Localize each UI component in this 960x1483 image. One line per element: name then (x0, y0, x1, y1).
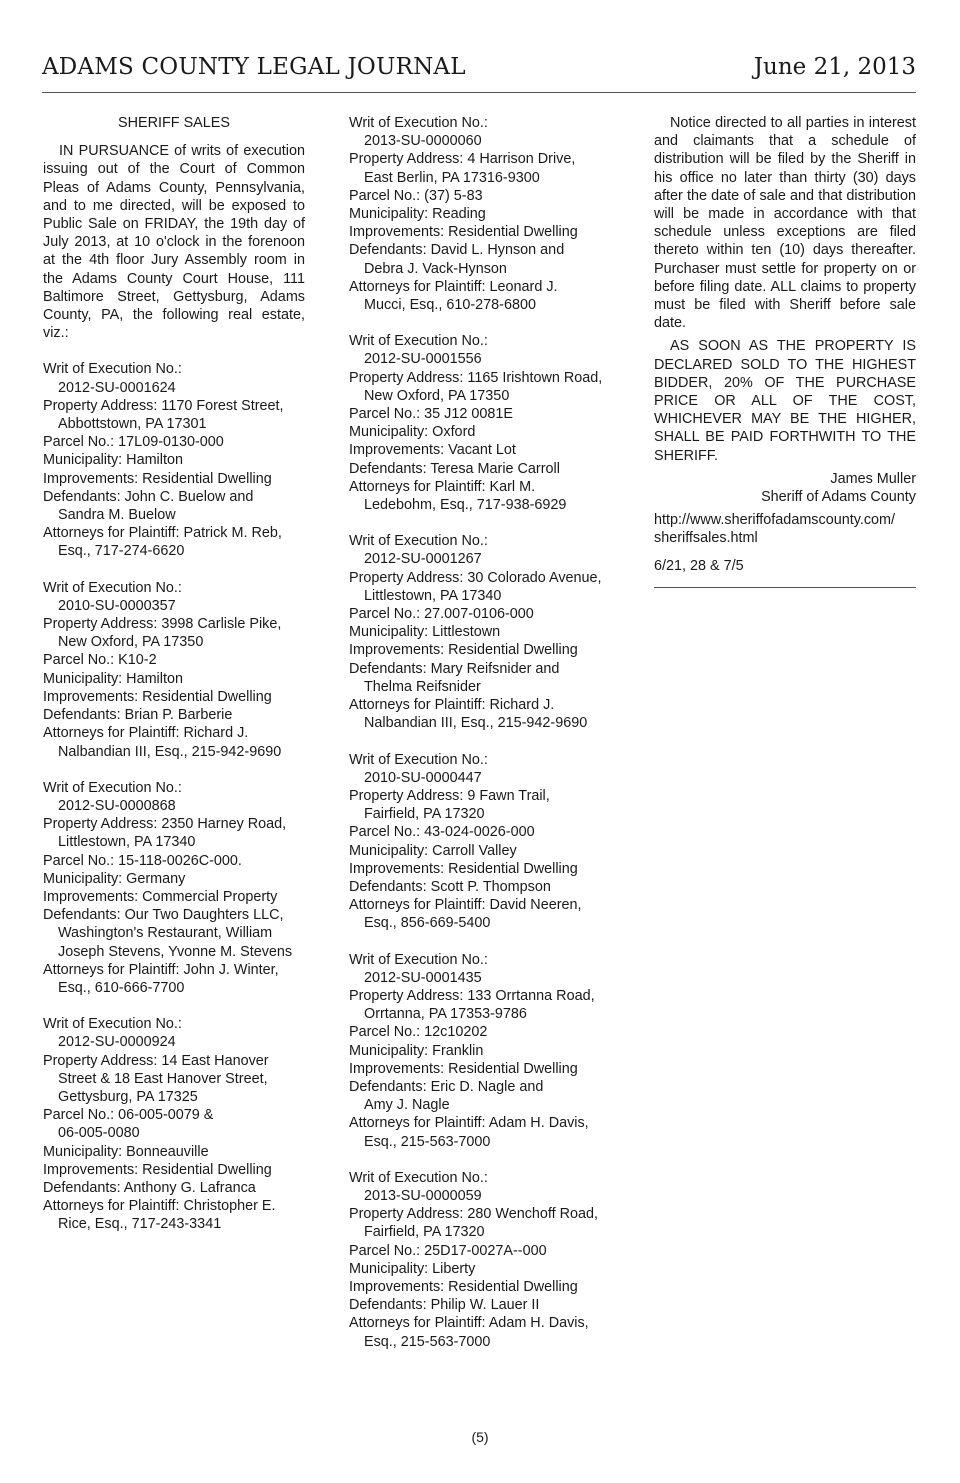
sale-listing (43, 579, 305, 761)
plaintiff-attorney: Esq., 717-274-6620 (58, 543, 185, 560)
improvements: Improvements: Vacant Lot (349, 442, 516, 459)
defendants: Debra J. Vack-Hynson (364, 260, 507, 277)
defendants: Joseph Stevens, Yvonne M. Stevens (58, 943, 293, 960)
defendants: Defendants: Anthony G. Lafranca (43, 1179, 256, 1196)
defendants: Defendants: Teresa Marie Carroll (349, 460, 560, 477)
writ-number: 2013-SU-0000060 (364, 133, 482, 150)
plaintiff-attorney: Esq., 856-669-5400 (364, 915, 491, 932)
writ-number: 2012-SU-0001624 (58, 379, 176, 396)
defendants: Defendants: Eric D. Nagle and (349, 1078, 544, 1095)
payment-terms-paragraph: AS SOON AS THE PROPERTY IS DECLARED SOLD TO THE HIGHEST BIDDER, 20% OF THE PURCHASE PRICE OR ALL OF THE COST, WHICHEVER MAY BE THE HIGHER, SHALL BE PAID FORTHWITH TO THE SHERIFF. (654, 338, 916, 464)
sheriff-name: James Muller (830, 470, 916, 487)
property-address: New Oxford, PA 17350 (364, 387, 510, 404)
writ-number: 2012-SU-0001556 (364, 351, 482, 368)
writ-label: Writ of Execution No.: (349, 115, 488, 131)
improvements: Improvements: Commercial Property (43, 888, 278, 905)
municipality: Municipality: Bonneauville (43, 1143, 209, 1160)
property-address: Littlestown, PA 17340 (58, 834, 196, 851)
property-address: Fairfield, PA 17320 (364, 806, 485, 823)
plaintiff-attorney: Attorneys for Plaintiff: Leonard J. (349, 278, 558, 295)
improvements: Improvements: Residential Dwelling (349, 642, 578, 659)
page-number: (5) (471, 1429, 489, 1445)
parcel-number: Parcel No.: 27.007-0106-000 (349, 606, 534, 623)
writ-label: Writ of Execution No.: (349, 1169, 488, 1186)
plaintiff-attorney: Esq., 215-563-7000 (364, 1333, 491, 1350)
sale-listing (349, 532, 611, 732)
municipality: Municipality: Franklin (349, 1042, 484, 1059)
issue-date: June 21, 2013 (753, 54, 916, 80)
writ-number: 2012-SU-0000924 (58, 1034, 176, 1051)
sheriff-title: Sheriff of Adams County (761, 489, 916, 506)
parcel-number: Parcel No.: 15-118-0026C-000. (43, 852, 242, 869)
defendants: Defendants: David L. Hynson and (349, 242, 565, 259)
defendants: Sandra M. Buelow (58, 507, 176, 524)
parcel-number: Parcel No.: K10-2 (43, 652, 157, 669)
improvements: Improvements: Residential Dwelling (349, 1060, 578, 1077)
defendants: Thelma Reifsnider (364, 678, 481, 695)
parcel-number: Parcel No.: 06-005-0079 & (43, 1107, 214, 1124)
parcel-number: Parcel No.: 25D17-0027A--000 (349, 1242, 547, 1259)
plaintiff-attorney: Attorneys for Plaintiff: Adam H. Davis, (349, 1115, 589, 1132)
municipality: Municipality: Liberty (349, 1260, 476, 1277)
property-address: Property Address: 14 East Hanover (43, 1052, 269, 1069)
property-address: Property Address: 133 Orrtanna Road, (349, 987, 595, 1004)
parcel-number: Parcel No.: 12c10202 (349, 1024, 488, 1041)
property-address: Fairfield, PA 17320 (364, 1224, 485, 1241)
sale-listing (349, 751, 611, 933)
improvements: Improvements: Residential Dwelling (43, 688, 272, 705)
writ-number: 2010-SU-0000447 (364, 769, 482, 786)
defendants: Defendants: Brian P. Barberie (43, 707, 233, 724)
section-divider (654, 587, 916, 588)
parcel-number: 06-005-0080 (58, 1125, 140, 1142)
plaintiff-attorney: Attorneys for Plaintiff: Richard J. (43, 725, 249, 742)
writ-label: Writ of Execution No.: (349, 533, 488, 550)
property-address: Street & 18 East Hanover Street, (58, 1070, 268, 1087)
plaintiff-attorney: Attorneys for Plaintiff: John J. Winter, (43, 961, 279, 978)
property-address: Property Address: 9 Fawn Trail, (349, 787, 550, 804)
sale-listing (349, 951, 611, 1151)
writ-label: Writ of Execution No.: (43, 361, 182, 378)
writ-label: Writ of Execution No.: (349, 951, 488, 968)
notice-paragraph: Notice directed to all parties in interest and claimants that a schedule of distribution will be filed by the Sheriff in his office no later than thirty (30) days after the date of sale and that distribution will be made in accordance with that schedule unless exceptions are filed thereto within ten (10) days thereafter. Purchaser must settle for property on or before filing date. ALL claims to property must be filed with Sheriff before sale date. (654, 115, 916, 332)
plaintiff-attorney: Esq., 215-563-7000 (364, 1133, 491, 1150)
parcel-number: Parcel No.: 35 J12 0081E (349, 406, 513, 423)
improvements: Improvements: Residential Dwelling (349, 224, 578, 241)
section-heading: SHERIFF SALES (118, 115, 230, 131)
sale-listing (349, 1169, 611, 1351)
publication-dates: 6/21, 28 & 7/5 (654, 557, 744, 574)
property-address: Abbottstown, PA 17301 (58, 416, 207, 433)
parcel-number: Parcel No.: (37) 5-83 (349, 187, 483, 204)
municipality: Municipality: Oxford (349, 424, 476, 441)
writ-number: 2013-SU-0000059 (364, 1187, 482, 1204)
property-address: Property Address: 280 Wenchoff Road, (349, 1206, 599, 1223)
parcel-number: Parcel No.: 17L09-0130-000 (43, 434, 224, 451)
municipality: Municipality: Hamilton (43, 670, 183, 687)
writ-label: Writ of Execution No.: (43, 779, 182, 796)
municipality: Municipality: Carroll Valley (349, 842, 517, 859)
sale-listing (43, 1015, 305, 1233)
municipality: Municipality: Littlestown (349, 624, 501, 641)
improvements: Improvements: Residential Dwelling (43, 470, 272, 487)
property-address: Property Address: 3998 Carlisle Pike, (43, 616, 282, 633)
writ-number: 2012-SU-0001267 (364, 551, 482, 568)
property-address: Property Address: 2350 Harney Road, (43, 816, 287, 833)
parcel-number: Parcel No.: 43-024-0026-000 (349, 824, 535, 841)
plaintiff-attorney: Attorneys for Plaintiff: Richard J. (349, 697, 555, 714)
plaintiff-attorney: Ledebohm, Esq., 717-938-6929 (364, 497, 567, 514)
column-2 (349, 114, 611, 1351)
municipality: Municipality: Hamilton (43, 452, 183, 469)
column-3 (654, 114, 916, 588)
sheriff-url-line-1: http://www.sheriffofadamscounty.com/ (654, 512, 896, 529)
defendants: Defendants: John C. Buelow and (43, 488, 254, 505)
improvements: Improvements: Residential Dwelling (43, 1161, 272, 1178)
intro-paragraph: IN PURSUANCE of writs of execution issuing out of the Court of Common Pleas of Adams County, Pennsylvania, and to me directed, will be exposed to Public Sale on FRIDAY, the 19th day of July 2013, at 10 o'clock in the forenoon at the 4th floor Jury Assembly room in the Adams County Court House, 111 Baltimore Street, Gettysburg, Adams County, PA, the following real estate, viz.: (43, 143, 305, 342)
property-address: Gettysburg, PA 17325 (58, 1088, 198, 1105)
municipality: Municipality: Reading (349, 206, 486, 223)
journal-header (42, 52, 916, 93)
writ-label: Writ of Execution No.: (349, 333, 488, 350)
plaintiff-attorney: Attorneys for Plaintiff: Adam H. Davis, (349, 1315, 589, 1332)
defendants: Defendants: Our Two Daughters LLC, (43, 907, 284, 924)
writ-number: 2012-SU-0001435 (364, 969, 482, 986)
column-1 (43, 114, 305, 1234)
defendants: Defendants: Mary Reifsnider and (349, 660, 560, 677)
defendants: Defendants: Philip W. Lauer II (349, 1297, 540, 1314)
property-address: Property Address: 30 Colorado Avenue, (349, 569, 602, 586)
property-address: East Berlin, PA 17316-9300 (364, 169, 540, 186)
writ-label: Writ of Execution No.: (43, 1016, 182, 1033)
writ-number: 2010-SU-0000357 (58, 597, 176, 614)
sale-listing (43, 360, 305, 560)
property-address: Property Address: 1170 Forest Street, (43, 397, 284, 414)
property-address: Property Address: 4 Harrison Drive, (349, 151, 576, 168)
writ-label: Writ of Execution No.: (43, 579, 182, 596)
improvements: Improvements: Residential Dwelling (349, 1278, 578, 1295)
journal-title: ADAMS COUNTY LEGAL JOURNAL (42, 54, 466, 80)
plaintiff-attorney: Mucci, Esq., 610-278-6800 (364, 297, 536, 314)
defendants: Washington's Restaurant, William (58, 925, 273, 942)
plaintiff-attorney: Attorneys for Plaintiff: Christopher E. (43, 1198, 276, 1215)
sale-listing (349, 114, 611, 314)
defendants: Defendants: Scott P. Thompson (349, 878, 551, 895)
plaintiff-attorney: Rice, Esq., 717-243-3341 (58, 1216, 222, 1233)
property-address: New Oxford, PA 17350 (58, 634, 204, 651)
municipality: Municipality: Germany (43, 870, 186, 887)
writ-number: 2012-SU-0000868 (58, 797, 176, 814)
property-address: Littlestown, PA 17340 (364, 587, 502, 604)
writ-label: Writ of Execution No.: (349, 751, 488, 768)
plaintiff-attorney: Nalbandian III, Esq., 215-942-9690 (364, 715, 588, 732)
plaintiff-attorney: Nalbandian III, Esq., 215-942-9690 (58, 743, 282, 760)
plaintiff-attorney: Attorneys for Plaintiff: Patrick M. Reb, (43, 525, 282, 542)
sale-listing (43, 779, 305, 997)
sheriff-url-line-2: sheriffsales.html (654, 530, 758, 547)
defendants: Amy J. Nagle (364, 1097, 450, 1114)
plaintiff-attorney: Attorneys for Plaintiff: Karl M. (349, 478, 536, 495)
sale-listing (349, 332, 611, 514)
improvements: Improvements: Residential Dwelling (349, 860, 578, 877)
plaintiff-attorney: Attorneys for Plaintiff: David Neeren, (349, 897, 582, 914)
property-address: Property Address: 1165 Irishtown Road, (349, 369, 603, 386)
property-address: Orrtanna, PA 17353-9786 (364, 1006, 527, 1023)
plaintiff-attorney: Esq., 610-666-7700 (58, 979, 185, 996)
